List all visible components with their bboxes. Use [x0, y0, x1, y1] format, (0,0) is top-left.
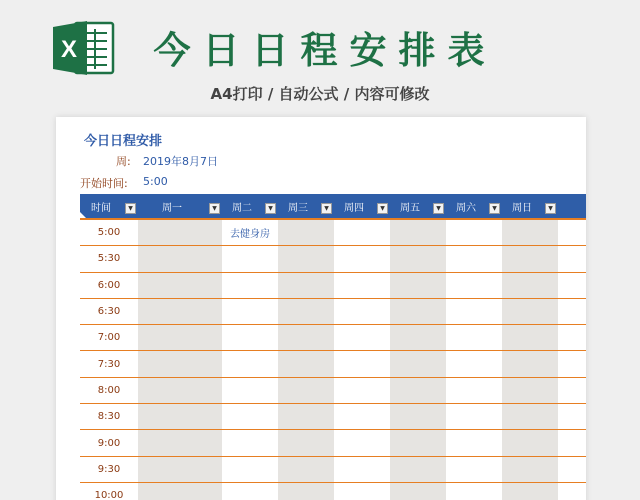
schedule-cell-sun[interactable]: [502, 220, 558, 245]
schedule-cell-sat[interactable]: [446, 404, 502, 429]
schedule-cell-sat[interactable]: [446, 325, 502, 350]
schedule-cell-sat[interactable]: [446, 351, 502, 376]
schedule-cell-wed[interactable]: [278, 220, 334, 245]
table-row: [80, 351, 586, 377]
schedule-cell-thu[interactable]: [334, 325, 390, 350]
column-header-mon: [138, 194, 222, 218]
table-row: [80, 299, 586, 325]
filter-dropdown-icon[interactable]: ▼: [209, 203, 220, 214]
start-time-label: 开始时间:: [80, 177, 128, 190]
week-label: 周:: [116, 155, 131, 168]
table-row: [80, 220, 586, 246]
column-header-tue: [222, 194, 278, 218]
time-cell[interactable]: 10:00: [94, 490, 124, 500]
week-value[interactable]: 2019年8月7日: [143, 155, 218, 168]
schedule-cell-tue[interactable]: [222, 325, 278, 350]
schedule-cell-sat[interactable]: [446, 246, 502, 271]
table-row: [80, 246, 586, 272]
column-header-time: [80, 194, 138, 218]
schedule-cell-sun[interactable]: [502, 246, 558, 271]
schedule-cell-tue[interactable]: [222, 404, 278, 429]
schedule-cell-sat[interactable]: [446, 299, 502, 324]
schedule-cell-mon[interactable]: [138, 220, 222, 245]
schedule-cell-sat[interactable]: [446, 457, 502, 482]
column-header-label: 周日: [512, 202, 532, 214]
time-cell[interactable]: 5:00: [97, 227, 121, 239]
schedule-cell-thu[interactable]: [334, 404, 390, 429]
time-cell[interactable]: 6:00: [97, 279, 121, 291]
column-header-label: 周六: [456, 202, 476, 214]
schedule-cell-fri[interactable]: [390, 220, 446, 245]
table-row: [80, 457, 586, 483]
schedule-cell-mon[interactable]: [138, 273, 222, 298]
schedule-cell-sat[interactable]: [446, 483, 502, 500]
sheet-title: 今日日程安排: [84, 134, 163, 149]
time-cell[interactable]: 7:30: [97, 358, 121, 370]
table-row: [80, 404, 586, 430]
schedule-cell-wed[interactable]: [278, 483, 334, 500]
table-body: [80, 220, 586, 500]
filter-dropdown-icon[interactable]: ▼: [377, 203, 388, 214]
schedule-cell-fri[interactable]: [390, 483, 446, 500]
time-cell[interactable]: 8:00: [97, 384, 121, 396]
excel-icon: [53, 19, 115, 77]
schedule-cell-sun[interactable]: [502, 457, 558, 482]
schedule-cell-tue[interactable]: [222, 299, 278, 324]
page-title: 今日日程安排表: [153, 29, 497, 72]
schedule-cell-sat[interactable]: [446, 273, 502, 298]
schedule-cell-sun[interactable]: [502, 299, 558, 324]
time-cell[interactable]: 7:00: [97, 332, 121, 344]
schedule-sheet: [56, 117, 586, 500]
schedule-cell-mon[interactable]: [138, 351, 222, 376]
column-header-label: 周五: [400, 202, 420, 214]
schedule-cell-wed[interactable]: [278, 351, 334, 376]
schedule-cell-thu[interactable]: [334, 457, 390, 482]
schedule-cell-wed[interactable]: [278, 246, 334, 271]
schedule-cell-wed[interactable]: [278, 273, 334, 298]
schedule-cell-sat[interactable]: [446, 378, 502, 403]
schedule-cell-mon[interactable]: [138, 404, 222, 429]
schedule-cell-thu[interactable]: [334, 378, 390, 403]
schedule-cell-thu[interactable]: [334, 299, 390, 324]
column-header-label: 周三: [288, 202, 308, 214]
corner-marker: [80, 212, 86, 218]
schedule-cell-wed[interactable]: [278, 299, 334, 324]
schedule-cell-sun[interactable]: [502, 378, 558, 403]
column-header-label: 周二: [232, 202, 252, 214]
page-subtitle: A4打印 / 自动公式 / 内容可修改: [210, 85, 430, 103]
excel-logo-letter: X: [60, 36, 78, 63]
schedule-cell-sun[interactable]: [502, 430, 558, 455]
column-header-label: 时间: [91, 202, 111, 214]
time-cell[interactable]: 9:00: [97, 437, 121, 449]
table-row: [80, 430, 586, 456]
schedule-cell-mon[interactable]: [138, 483, 222, 500]
time-cell[interactable]: 6:30: [97, 306, 121, 318]
filter-dropdown-icon[interactable]: ▼: [125, 203, 136, 214]
schedule-cell-thu[interactable]: [334, 483, 390, 500]
start-time-value[interactable]: 5:00: [143, 175, 168, 188]
schedule-cell-tue[interactable]: [222, 246, 278, 271]
schedule-cell-tue[interactable]: [222, 273, 278, 298]
schedule-cell-mon[interactable]: [138, 246, 222, 271]
schedule-cell-wed[interactable]: [278, 457, 334, 482]
schedule-cell-tue[interactable]: [222, 351, 278, 376]
column-header-fri: [390, 194, 446, 218]
schedule-cell-mon[interactable]: [138, 430, 222, 455]
column-header-sat: [446, 194, 502, 218]
schedule-cell-sun[interactable]: [502, 325, 558, 350]
filter-dropdown-icon[interactable]: ▼: [321, 203, 332, 214]
table-header-row: [80, 194, 586, 220]
schedule-cell-fri[interactable]: [390, 457, 446, 482]
schedule-cell-sun[interactable]: [502, 483, 558, 500]
schedule-cell-sun[interactable]: [502, 404, 558, 429]
schedule-cell-mon[interactable]: [138, 457, 222, 482]
schedule-cell-wed[interactable]: [278, 430, 334, 455]
schedule-cell-wed[interactable]: [278, 325, 334, 350]
schedule-cell-thu[interactable]: [334, 351, 390, 376]
schedule-table: [80, 194, 586, 500]
schedule-cell-fri[interactable]: [390, 246, 446, 271]
schedule-cell-mon[interactable]: [138, 378, 222, 403]
schedule-cell-tue[interactable]: 去健身房: [230, 229, 270, 241]
schedule-cell-fri[interactable]: [390, 430, 446, 455]
schedule-cell-thu[interactable]: [334, 246, 390, 271]
table-row: [80, 483, 586, 500]
schedule-cell-thu[interactable]: [334, 273, 390, 298]
schedule-cell-sun[interactable]: [502, 351, 558, 376]
time-cell[interactable]: 8:30: [97, 411, 121, 423]
schedule-cell-fri[interactable]: [390, 404, 446, 429]
filter-dropdown-icon[interactable]: ▼: [265, 203, 276, 214]
table-row: [80, 325, 586, 351]
table-row: [80, 273, 586, 299]
time-cell[interactable]: 5:30: [97, 253, 121, 265]
filter-dropdown-icon[interactable]: ▼: [433, 203, 444, 214]
filter-dropdown-icon[interactable]: ▼: [489, 203, 500, 214]
filter-dropdown-icon[interactable]: ▼: [545, 203, 556, 214]
schedule-cell-fri[interactable]: [390, 273, 446, 298]
schedule-cell-fri[interactable]: [390, 351, 446, 376]
column-header-thu: [334, 194, 390, 218]
schedule-cell-thu[interactable]: [334, 220, 390, 245]
schedule-cell-sat[interactable]: [446, 430, 502, 455]
column-header-sun: [502, 194, 558, 218]
schedule-cell-fri[interactable]: [390, 325, 446, 350]
schedule-cell-tue[interactable]: [222, 457, 278, 482]
schedule-cell-tue[interactable]: [222, 378, 278, 403]
schedule-cell-sun[interactable]: [502, 273, 558, 298]
time-cell[interactable]: 9:30: [97, 463, 121, 475]
schedule-cell-fri[interactable]: [390, 378, 446, 403]
schedule-cell-mon[interactable]: [138, 325, 222, 350]
schedule-cell-mon[interactable]: [138, 299, 222, 324]
column-header-label: 周一: [162, 202, 182, 214]
schedule-cell-tue[interactable]: [222, 430, 278, 455]
schedule-cell-tue[interactable]: [222, 483, 278, 500]
column-header-label: 周四: [344, 202, 364, 214]
schedule-cell-sat[interactable]: [446, 220, 502, 245]
schedule-cell-fri[interactable]: [390, 299, 446, 324]
column-header-wed: [278, 194, 334, 218]
schedule-cell-wed[interactable]: [278, 404, 334, 429]
schedule-cell-thu[interactable]: [334, 430, 390, 455]
table-row: [80, 378, 586, 404]
schedule-cell-wed[interactable]: [278, 378, 334, 403]
